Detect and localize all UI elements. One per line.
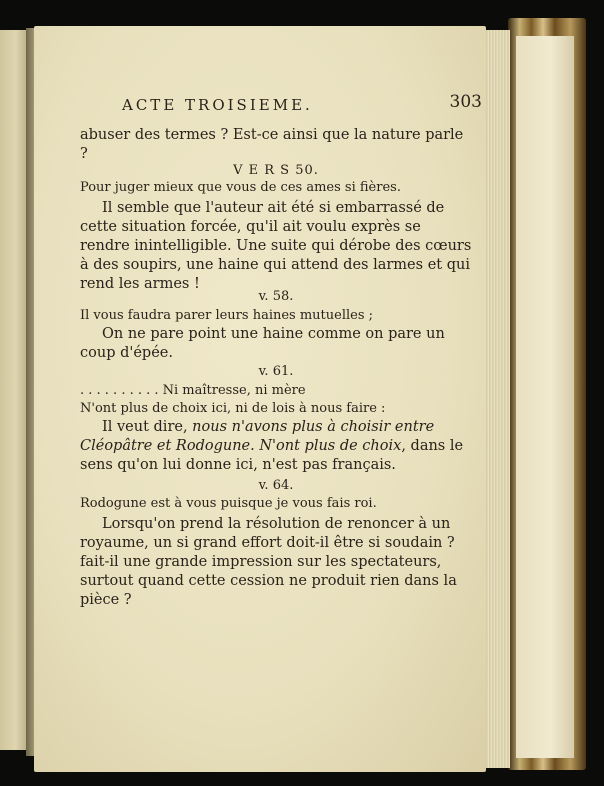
verse-quote-2: Il vous faudra parer leurs haines mutuelles ;: [80, 308, 374, 323]
verse-quote-3a: . . . . . . . . . . Ni maîtresse, ni mère: [80, 383, 306, 398]
paragraph-4-tail: , dans le sens qu'on lui donne ici, n'est pas français.: [80, 438, 464, 473]
paragraph-5: Lorsqu'on prend la résolution de renoncer à un royaume, un si grand effort doit-il être si soudain ? fait-il une grande impression sur les spectateurs, surtout quand cette cession ne produit rien dans la pièce ?: [80, 516, 457, 608]
paragraph-4-italic: nous n'avons plus à choisir entre Cléopâtre et Rodogune. N'ont plus de choix: [80, 419, 435, 454]
paragraph-1: abuser des termes ? Est-ce ainsi que la nature parle ?: [80, 127, 464, 162]
verse-quote-4: Rodogune est à vous puisque je vous fais roi.: [80, 496, 377, 511]
facing-page-edge: [0, 30, 28, 750]
paragraph-4: [80, 418, 472, 475]
page-number: 303: [449, 92, 482, 112]
verse-label-1: V E R S 50.: [233, 163, 319, 178]
verse-label-2: v. 58.: [258, 289, 294, 304]
page-stack-edges: [484, 30, 510, 768]
verse-label-3: v. 61.: [258, 364, 294, 379]
endpaper: [516, 36, 574, 758]
running-title: ACTE TROISIEME.: [122, 96, 313, 114]
verse-label-4: v. 64.: [258, 478, 294, 493]
paragraph-3: On ne pare point une haine comme on pare un coup d'épée.: [80, 326, 445, 361]
verse-quote-1: Pour juger mieux que vous de ces ames si fières.: [80, 180, 401, 195]
running-header: [122, 92, 482, 116]
paragraph-4-lead: Il veut dire,: [102, 419, 193, 435]
paragraph-2: Il semble que l'auteur ait été si embarrassé de cette situation forcée, qu'il ait voulu exprès se rendre inintelligible. Une suite qui dérobe des cœurs à des soupirs, une haine qui attend des larmes et qui rend les armes !: [80, 200, 472, 292]
verse-quote-3b: N'ont plus de choix ici, ni de lois à nous faire :: [80, 401, 386, 416]
